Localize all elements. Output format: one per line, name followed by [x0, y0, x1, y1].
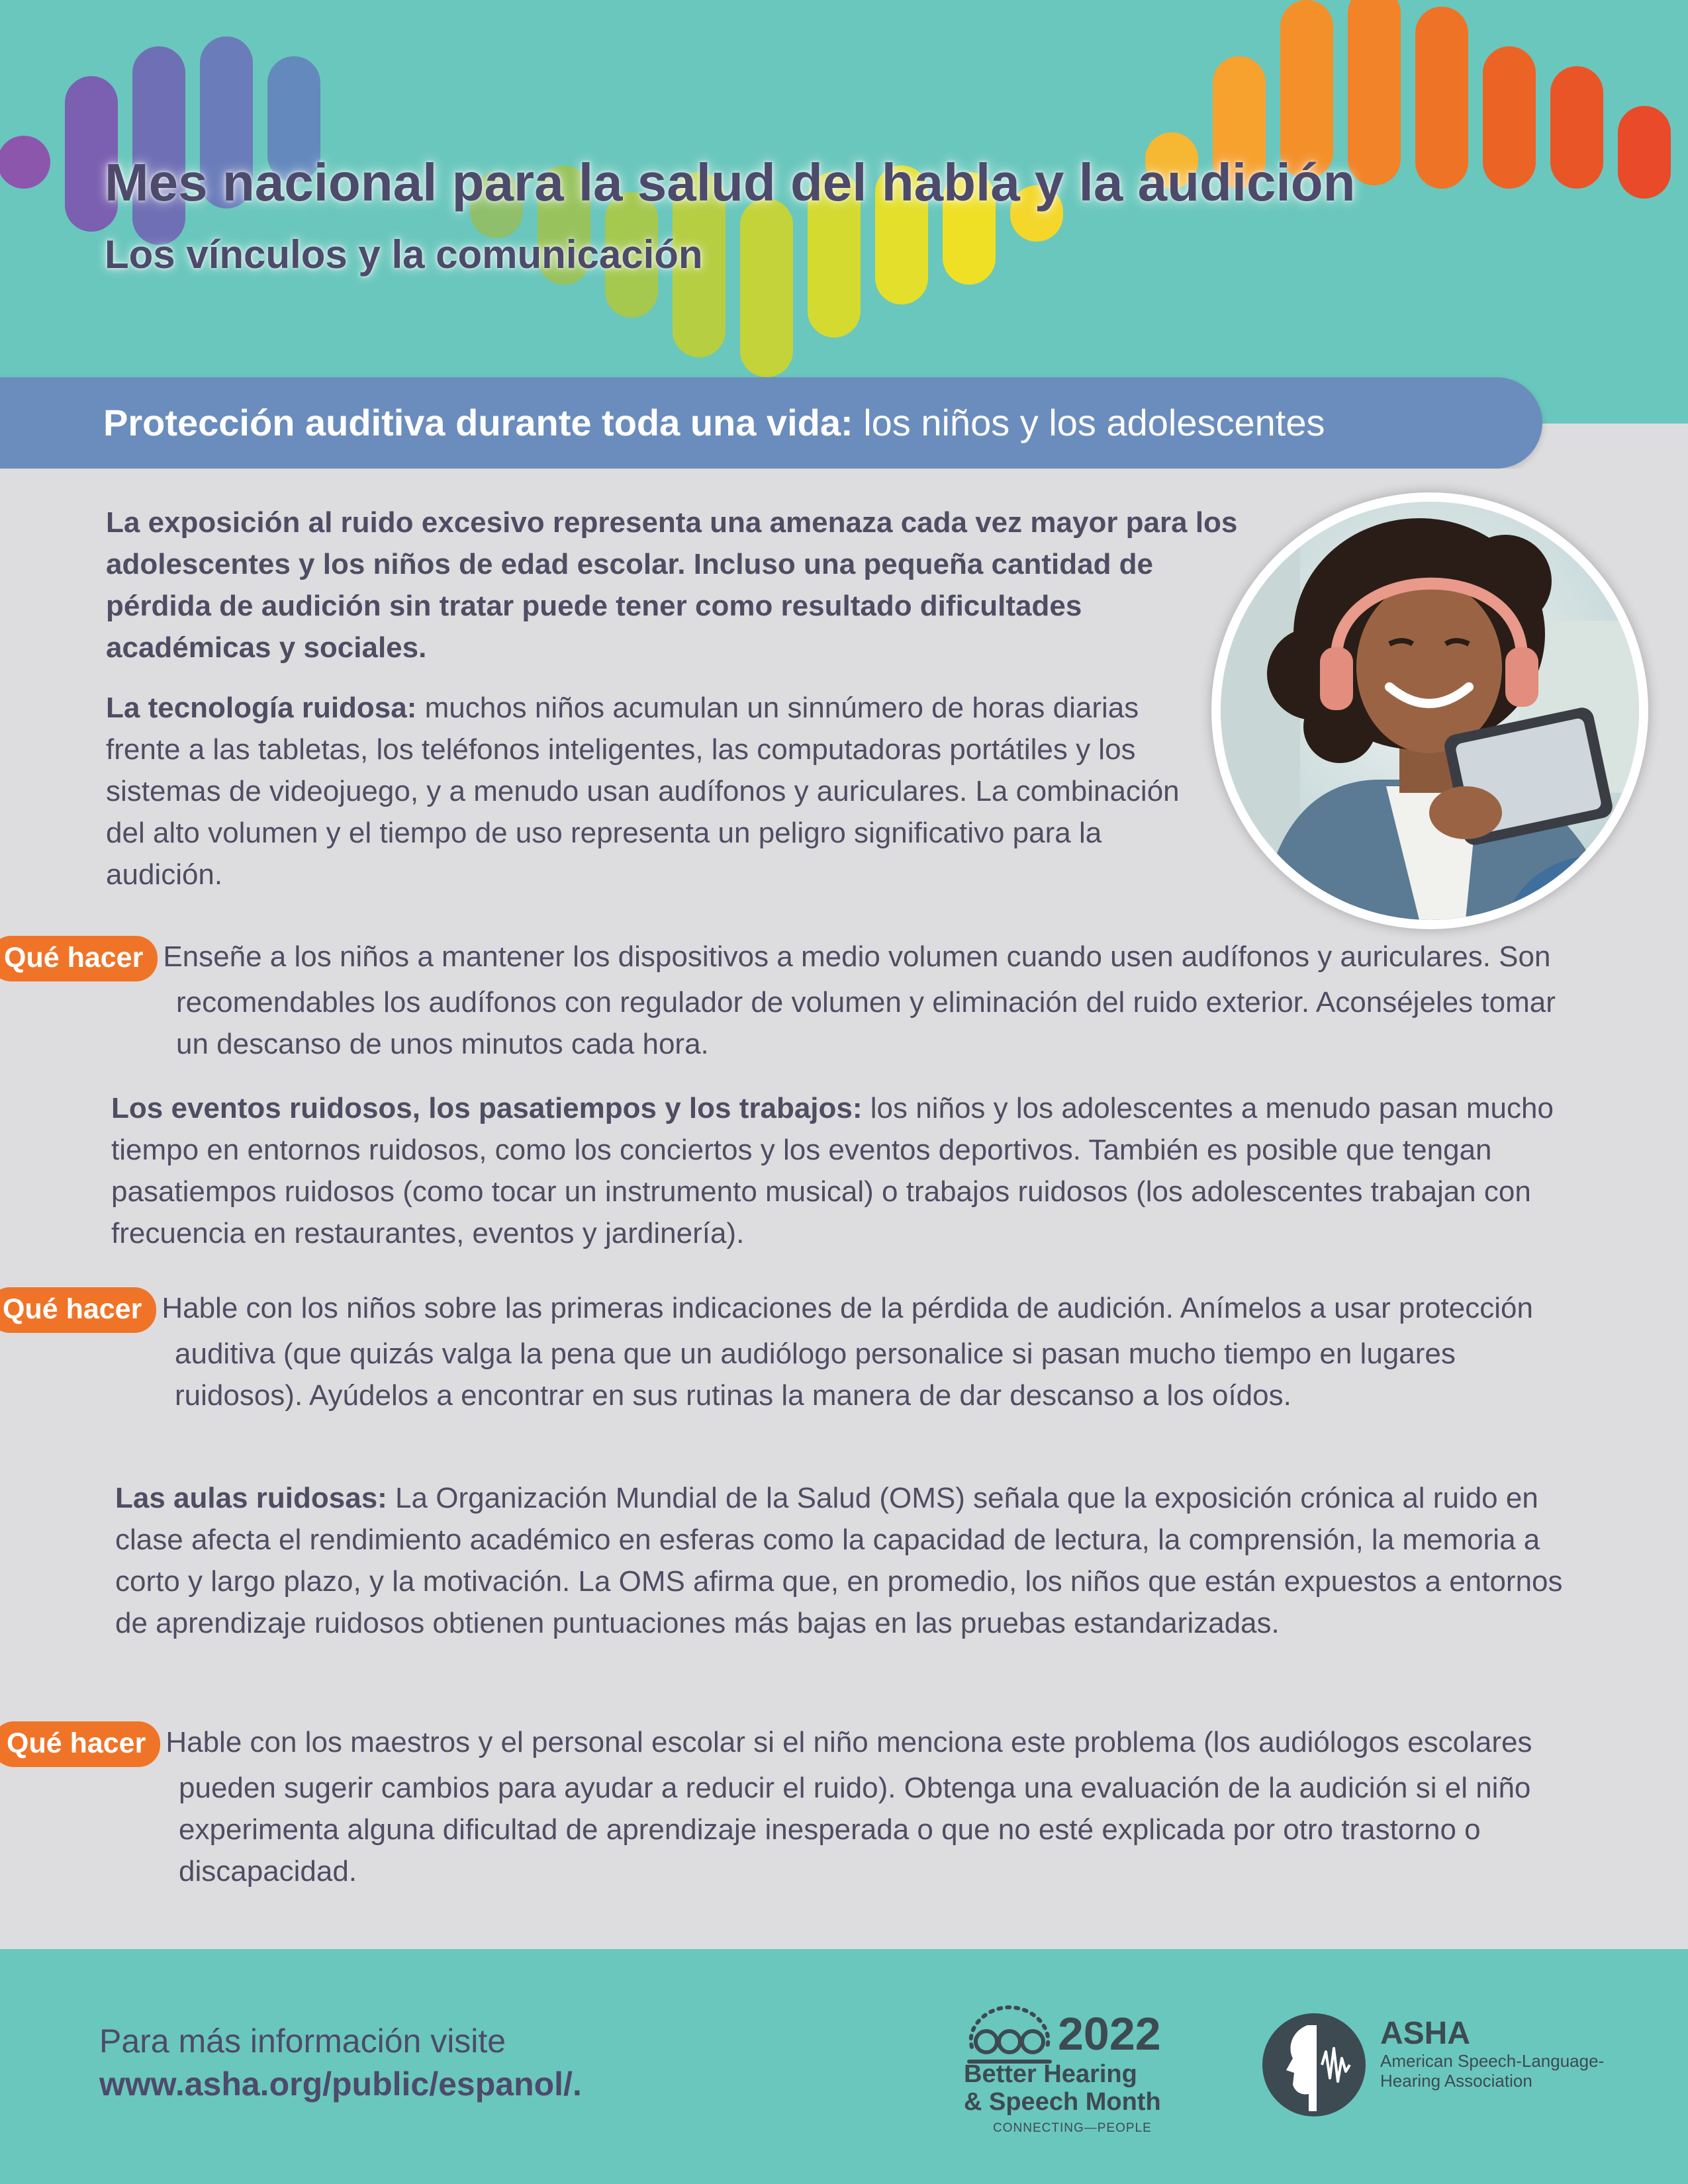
what-to-do-badge: Qué hacer — [0, 1721, 160, 1767]
intro-paragraph: La exposición al ruido excesivo representa una amenaza cada vez mayor para los adolescentes y los niños de edad escolar. Incluso una pequeña cantidad de pérdida de audición sin tratar puede tener como resultado dificultades académicas y sociales. — [106, 506, 1238, 664]
bhsm-year: 2022 — [1058, 2008, 1161, 2060]
section-body: los niños y los adolescentes a menudo pasan mucho tiempo en entornos ruidosos, como los conciertos y los eventos deportivos. También es posible que tengan pasatiempos ruidosos (como tocar un instrumento musical) o trabajos ruidosos (los adolescentes trabajan con frecuencia en restaurantes, eventos y jardinería). — [111, 1092, 1554, 1250]
more-info-text: Para más información visite — [99, 2023, 506, 2060]
section-noisy-technology — [106, 687, 1205, 895]
tip-noisy-classrooms — [7, 1721, 1595, 1892]
tip-noisy-technology — [4, 936, 1593, 1065]
section-body: La Organización Mundial de la Salud (OMS) señala que la exposición crónica al ruido en clase afecta el rendimiento académico en esferas como la capacidad de lectura, la comprensión, la memoria a corto y largo plazo, y la motivación. La OMS afirma que, en promedio, los niños que están expuestos a entornos de aprendizaje ruidosos obtienen puntuaciones más bajas en las pruebas estandarizadas. — [115, 1482, 1563, 1639]
website-link[interactable]: www.asha.org/public/espanol/. — [99, 2066, 582, 2103]
section-body: muchos niños acumulan un sinnúmero de horas diarias frente a las tabletas, los teléfonos inteligentes, las computadoras portátiles y los sistemas de videojuego, y a menudo usan audífonos y auriculares. La combinación del alto volumen y el tiempo de uso representa un peligro significativo para la audición. — [106, 692, 1180, 891]
section-lead: Los eventos ruidosos, los pasatiempos y los trabajos: — [111, 1092, 863, 1124]
section-lead: Las aulas ruidosas: — [115, 1482, 387, 1514]
what-to-do-badge: Qué hacer — [0, 1287, 156, 1333]
section-noisy-events — [111, 1087, 1581, 1254]
bhsm-line2: & Speech Month — [964, 2088, 1161, 2116]
tip-text: Hable con los maestros y el personal escolar si el niño menciona este problema (los audiólogos escolares pueden sugerir cambios para ayudar a reducir el ruido). Obtenga una evaluación de la audición si el niño experimenta alguna dificultad de aprendizaje inesperada o que no esté explicada por otro trastorno o discapacidad. — [165, 1726, 1532, 1888]
bhsm-tagline: CONNECTING—PEOPLE — [993, 2121, 1152, 2135]
section-lead: La tecnología ruidosa: — [106, 692, 417, 724]
tip-text: Enseñe a los niños a mantener los dispositivos a medio volumen cuando usen audífonos y auriculares. Son recomendables los audífonos con regulador de volumen y eliminación del ruido exterior. Aconséjeles tomar un descanso de unos minutos cada hora. — [163, 940, 1556, 1060]
asha-logo-icon — [1261, 2012, 1367, 2118]
tip-text: Hable con los niños sobre las primeras indicaciones de la pérdida de audición. Anímelos a usar protección auditiva (que quizás valga la pena que un audiólogo personalice si pasan mucho tiempo en lugares ruidosos). Ayúdelos a encontrar en sus rutinas la manera de dar descanso a los oídos. — [162, 1292, 1533, 1412]
girl-with-headphones-photo — [1221, 502, 1639, 920]
photo-illustration — [1221, 502, 1639, 920]
bhsm-line1: Better Hearing — [964, 2060, 1137, 2088]
what-to-do-badge: Qué hacer — [0, 936, 158, 981]
banner-heading-rest: los niños y los adolescentes — [853, 402, 1325, 443]
page-subtitle: Los vínculos y la comunicación — [105, 232, 703, 277]
photo-frame — [1211, 492, 1648, 929]
page-title: Mes nacional para la salud del habla y la audición — [105, 153, 1356, 212]
asha-name: ASHA — [1380, 2016, 1471, 2051]
tip-noisy-events — [3, 1287, 1591, 1416]
main-content — [0, 469, 1688, 1951]
banner-heading — [103, 401, 1325, 444]
section-noisy-classrooms — [115, 1477, 1585, 1644]
banner-heading-bold: Protección auditiva durante toda una vida: — [103, 402, 853, 443]
bhsm-logo-icon — [960, 2001, 1059, 2067]
header — [0, 0, 1688, 424]
footer — [0, 1949, 1688, 2184]
bhsm-logo — [960, 1989, 1198, 2161]
section-banner — [0, 377, 1542, 469]
asha-full-name: American Speech-Language-Hearing Association — [1380, 2051, 1605, 2091]
